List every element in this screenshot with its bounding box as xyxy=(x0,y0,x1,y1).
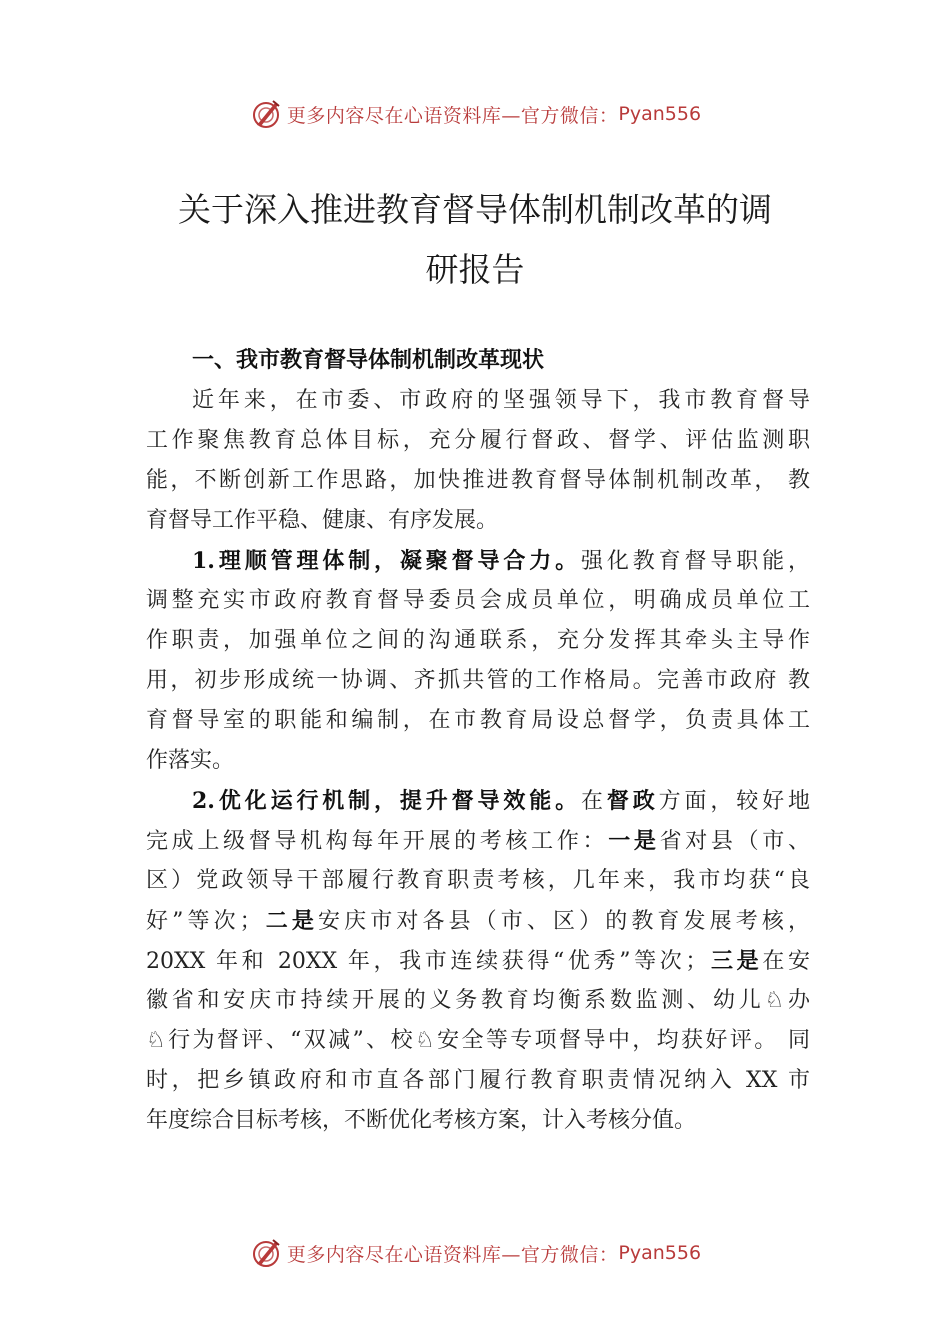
text-run: 在安 xyxy=(762,949,810,974)
paragraph-line xyxy=(146,821,810,861)
header-banner xyxy=(0,92,950,136)
document-body xyxy=(146,341,810,1141)
section-heading: 一、我市教育督导体制机制改革现状 xyxy=(192,348,545,373)
text-run: 强化教育督导职能， xyxy=(581,549,810,574)
wechat-id: Pyan556 xyxy=(618,103,702,125)
paragraph-line: 调整充实市政府教育督导委员会成员单位，明确成员单位工 xyxy=(146,588,810,613)
text-run: 省对县（市、 xyxy=(659,829,810,854)
paragraph-line: 时，把乡镇政府和市直各部门履行教育职责情况纳入 XX 市 xyxy=(146,1068,810,1093)
wechat-id: Pyan556 xyxy=(618,1242,702,1264)
quill-logo-icon xyxy=(249,1236,283,1270)
paragraph-line: ♘行为督评、“双减”、校♘安全等专项督导中，均获好评。 同 xyxy=(146,1028,810,1053)
footer-banner xyxy=(0,1231,950,1275)
title-line-1: 关于深入推进教育督导体制机制改革的调 xyxy=(178,190,772,229)
title-line-2: 研报告 xyxy=(425,250,525,289)
paragraph-line xyxy=(146,901,810,941)
paragraph-line: 作落实。 xyxy=(146,748,235,773)
emphasis-text: 三是 xyxy=(707,948,763,974)
quill-logo-icon xyxy=(249,97,283,131)
paragraph-line xyxy=(146,941,810,981)
text-run: 在 xyxy=(581,789,607,814)
text-run: 20XX 年和 20XX 年，我市连续获得“优秀”等次； xyxy=(146,949,708,974)
text-run: 完成上级督导机构每年开展的考核工作： xyxy=(146,829,609,854)
banner-text: 更多内容尽在心语资料库—官方微信： xyxy=(286,104,619,127)
text-run: 方面，较好地 xyxy=(658,789,810,814)
paragraph-line: 育督导室的职能和编制，在市教育局设总督学，负责具体工 xyxy=(146,708,810,733)
page-title xyxy=(120,180,830,300)
subheading-lead: 2.优化运行机制，提升督导效能。 xyxy=(192,788,582,814)
paragraph-line xyxy=(146,541,810,581)
text-run: 好”等次； xyxy=(146,909,262,934)
paragraph-line xyxy=(146,781,810,821)
paragraph-line: 能，不断创新工作思路，加快推进教育督导体制机制改革， 教 xyxy=(146,468,810,493)
paragraph-line: 区）党政领导干部履行教育职责考核，几年来，我市均获“良 xyxy=(146,868,810,893)
emphasis-text: 一是 xyxy=(608,828,660,854)
paragraph-line: 年度综合目标考核，不断优化考核方案，计入考核分值。 xyxy=(146,1108,697,1133)
subheading-lead: 1.理顺管理体制，凝聚督导合力。 xyxy=(192,548,582,574)
paragraph-line: 用，初步形成统一协调、齐抓共管的工作格局。完善市政府 教 xyxy=(146,668,810,693)
paragraph-line: 工作聚焦教育总体目标，充分履行督政、督学、评估监测职 xyxy=(146,428,810,453)
emphasis-text: 二是 xyxy=(261,908,319,934)
paragraph-line: 徽省和安庆市持续开展的义务教育均衡系数监测、幼儿♘办 xyxy=(146,988,810,1013)
text-run: 安庆市对各县（市、区）的教育发展考核， xyxy=(318,909,810,934)
emphasis-text: 督政 xyxy=(606,788,659,814)
banner-text: 更多内容尽在心语资料库—官方微信： xyxy=(286,1243,619,1266)
paragraph-line: 近年来，在市委、市政府的坚强领导下，我市教育督导 xyxy=(192,388,810,413)
paragraph-line: 育督导工作平稳、健康、有序发展。 xyxy=(146,508,499,533)
paragraph-line: 作职责，加强单位之间的沟通联系，充分发挥其牵头主导作 xyxy=(146,628,810,653)
